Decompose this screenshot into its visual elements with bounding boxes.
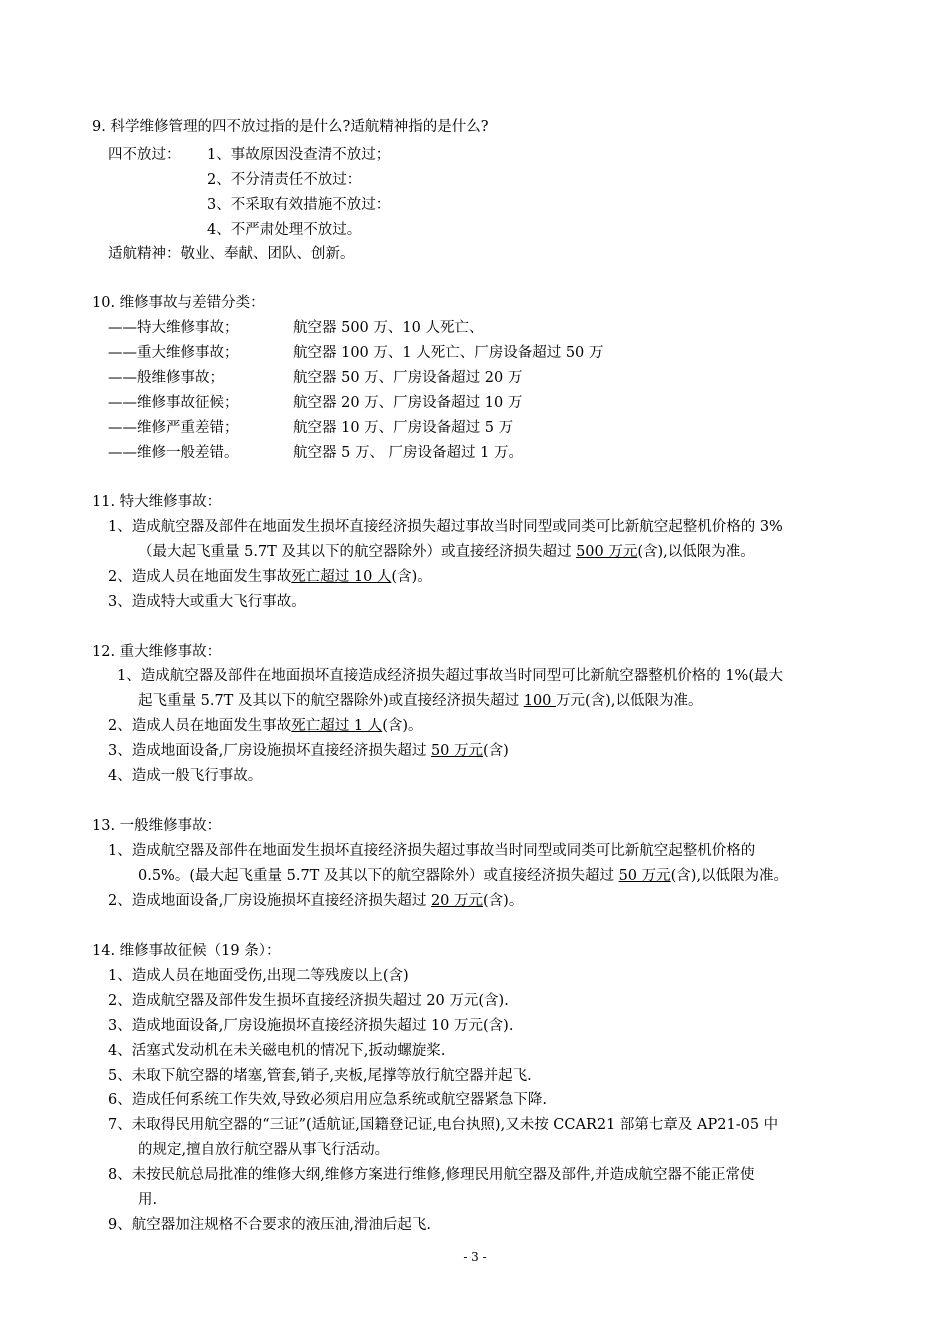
section-10-title: 10. 维修事故与差错分类：: [92, 295, 265, 311]
section-12-item: 4、造成一般飞行事故。: [108, 768, 263, 784]
category-desc: 航空器 50 万、厂房设备超过 20 万: [293, 370, 523, 386]
section-12-item: 2、造成人员在地面发生事故死亡超过 1 人(含)。: [108, 718, 423, 734]
underlined-amount: 100: [523, 693, 557, 709]
section-14-item: 6、造成任何系统工作失效,导致必须启用应急系统或航空器紧急下降.: [108, 1092, 547, 1108]
section-9-title: 9. 科学维修管理的四不放过指的是什么?适航精神指的是什么?: [92, 119, 489, 135]
category-name: ——维修一般差错。: [108, 445, 239, 461]
section-13-title: 13. 一般维修事故：: [92, 818, 222, 834]
category-name: ——维修严重差错；: [108, 420, 239, 436]
section-13-item: 1、造成航空器及部件在地面发生损坏直接经济损失超过事故当时同型或同类可比新航空起整机价格的: [108, 843, 756, 859]
category-name: ——特大维修事故；: [108, 320, 239, 336]
category-desc: 航空器 5 万、 厂房设备超过 1 万。: [293, 445, 523, 461]
section-13-item: 2、造成地面设备,厂房设施损坏直接经济损失超过 20 万元(含)。: [108, 893, 524, 909]
section-13-item-cont: 0.5%。(最大起飞重量 5.7T 及其以下的航空器除外）或直接经济损失超过 50 万元(含),以低限为准。: [138, 868, 789, 884]
section-9-spirit: 适航精神：敬业、奉献、团队、创新。: [108, 246, 355, 262]
page-number: - 3 -: [463, 1250, 487, 1264]
underlined-amount: 50 万元: [430, 743, 484, 759]
underlined-amount: 50 万元: [618, 868, 671, 884]
section-14-item: 4、活塞式发动机在未关磁电机的情况下,扳动螺旋桨.: [108, 1043, 446, 1059]
section-14-item: 7、未取得民用航空器的“三证”(适航证,国籍登记证,电台执照),又未按 CCAR21 部第七章及 AP21-05 中: [108, 1117, 779, 1133]
category-name: ——维修事故征候；: [108, 395, 239, 411]
section-9-label: 四不放过：: [108, 147, 181, 163]
section-9-item: 2、不分清责任不放过：: [207, 172, 362, 188]
category-name: ——重大维修事故；: [108, 345, 239, 361]
section-11-item: 1、造成航空器及部件在地面发生损坏直接经济损失超过事故当时同型或同类可比新航空起整机价格的 3%: [108, 519, 783, 535]
section-12-item: 3、造成地面设备,厂房设施损坏直接经济损失超过 50 万元(含): [108, 743, 509, 759]
section-14-item: 3、造成地面设备,厂房设施损坏直接经济损失超过 10 万元(含).: [108, 1018, 514, 1034]
section-14-item: 9、航空器加注规格不合要求的液压油,滑油后起飞.: [108, 1217, 431, 1233]
section-14-item: 1、造成人员在地面受伤,出现二等残废以上(含): [108, 968, 409, 984]
section-11-item-cont: （最大起飞重量 5.7T 及其以下的航空器除外）或直接经济损失超过 500 万元(含),以低限为准。: [138, 544, 755, 560]
section-11-title: 11. 特大维修事故：: [92, 494, 222, 510]
section-11-item: 2、造成人员在地面发生事故死亡超过 10 人(含)。: [108, 569, 432, 585]
section-12-title: 12. 重大维修事故：: [92, 644, 222, 660]
category-desc: 航空器 500 万、10 人死亡、: [293, 320, 484, 336]
category-name: ——般维修事故；: [108, 370, 224, 386]
section-12-item: 1、造成航空器及部件在地面损坏直接造成经济损失超过事故当时同型可比新航空器整机价格的 1%(最大: [117, 668, 783, 684]
section-9-item: 1、事故原因没查清不放过；: [207, 147, 391, 163]
section-11-item: 3、造成特大或重大飞行事故。: [108, 594, 306, 610]
category-desc: 航空器 10 万、厂房设备超过 5 万: [293, 420, 514, 436]
section-9-item: 4、不严肃处理不放过。: [207, 222, 362, 238]
underlined-deaths: 死亡超过 10 人: [291, 569, 392, 585]
section-14-item: 2、造成航空器及部件发生损坏直接经济损失超过 20 万元(含).: [108, 993, 509, 1009]
section-14-item: 8、未按民航总局批准的维修大纲,维修方案进行维修,修理民用航空器及部件,并造成航空器不能正常使: [108, 1167, 755, 1183]
underlined-amount: 20 万元: [430, 893, 484, 909]
category-desc: 航空器 100 万、1 人死亡、厂房设备超过 50 万: [293, 345, 604, 361]
section-12-item-cont: 起飞重量 5.7T 及其以下的航空器除外)或直接经济损失超过 100 万元(含),以低限为准。: [138, 693, 703, 709]
underlined-deaths: 死亡超过 1 人: [291, 718, 383, 734]
category-desc: 航空器 20 万、厂房设备超过 10 万: [293, 395, 523, 411]
section-14-item-cont: 用.: [138, 1192, 158, 1208]
underlined-amount: 500 万元: [576, 544, 638, 560]
section-14-item-cont: 的规定,擅自放行航空器从事飞行活动。: [138, 1142, 390, 1158]
section-14-title: 14. 维修事故征候（19 条）：: [92, 943, 281, 959]
section-9-item: 3、不采取有效措施不放过：: [207, 197, 391, 213]
section-14-item: 5、未取下航空器的堵塞,管套,销子,夹板,尾撑等放行航空器并起飞.: [108, 1068, 532, 1084]
